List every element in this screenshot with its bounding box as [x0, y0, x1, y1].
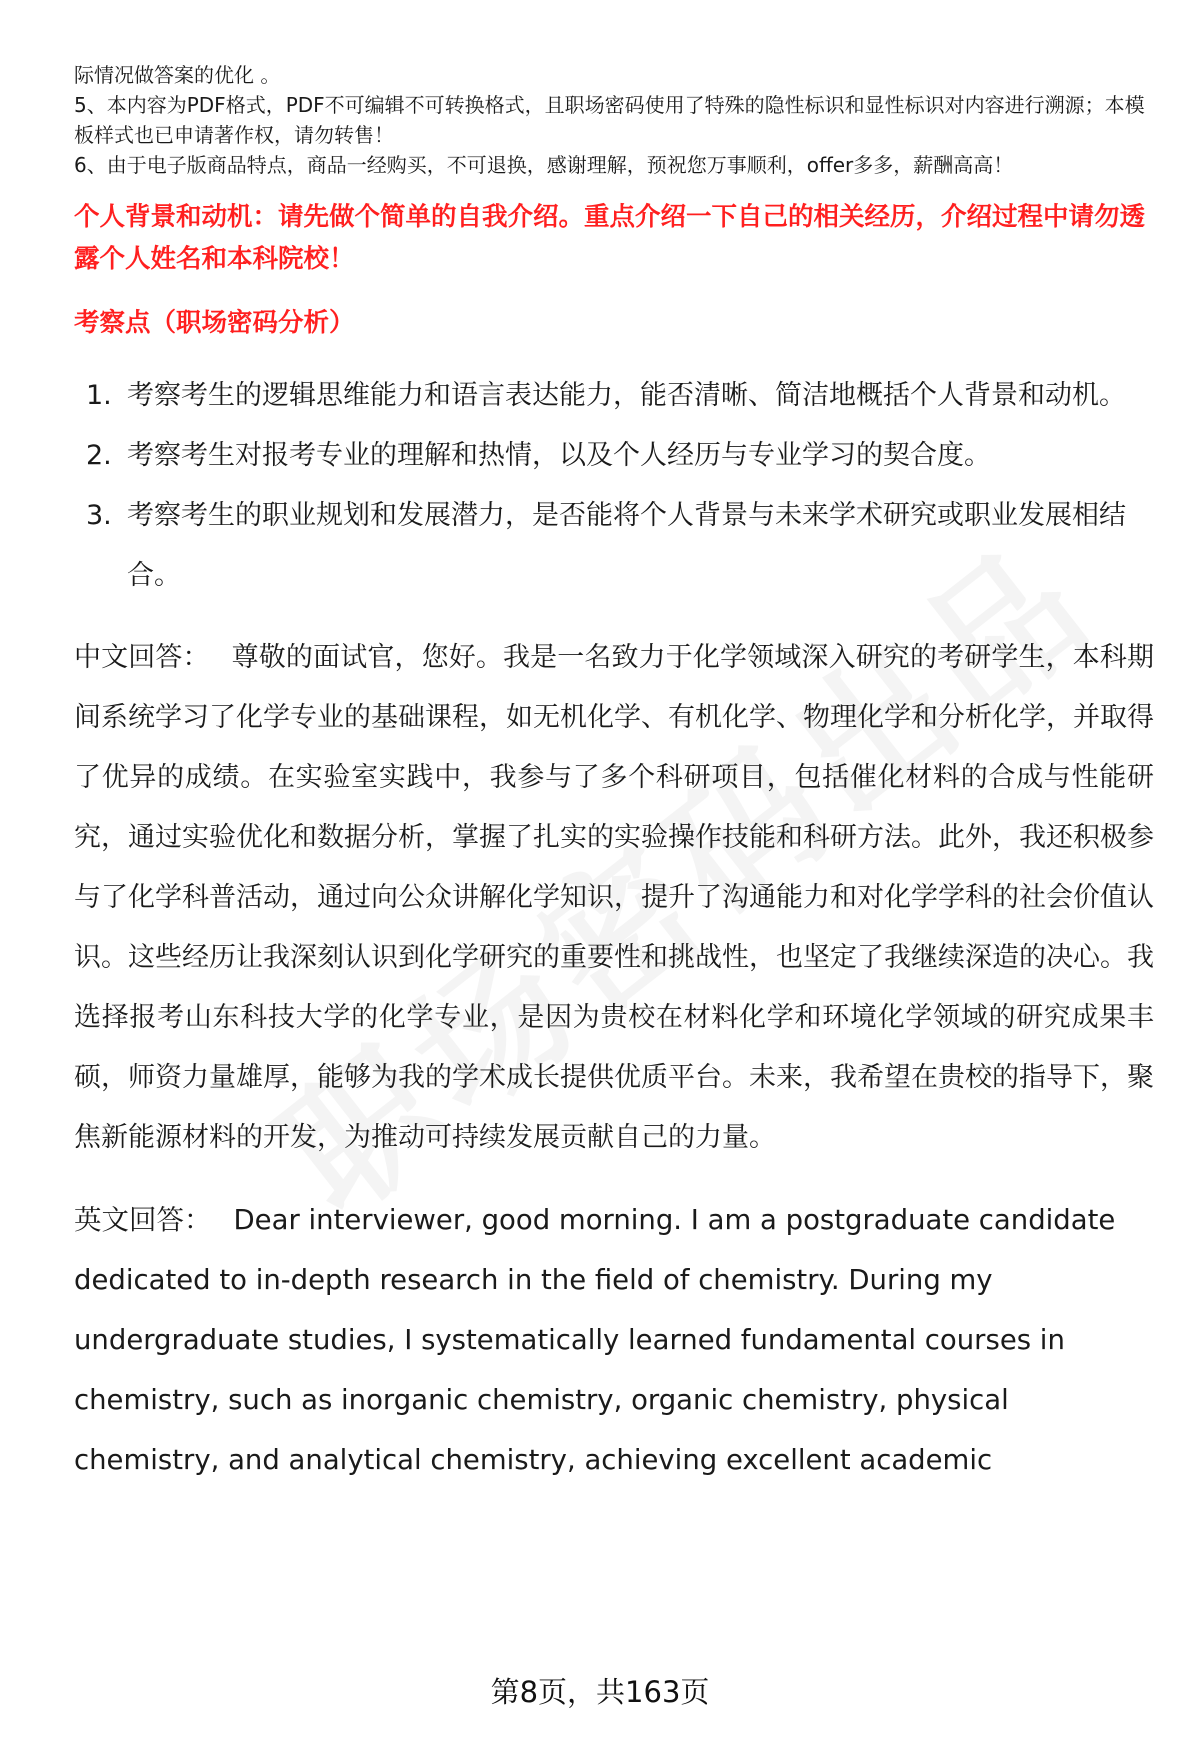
- english-answer-label: 英文回答：: [74, 1204, 212, 1236]
- point-text: 考察考生的逻辑思维能力和语言表达能力，能否清晰、简洁地概括个人背景和动机。: [127, 380, 1126, 411]
- page-number-footer: 第8页，共163页: [490, 1675, 710, 1709]
- analysis-point: [74, 426, 1154, 486]
- english-answer-line: chemistry, and analytical chemistry, achieving excellent academic: [74, 1444, 993, 1476]
- note-line: 6、由于电子版商品特点，商品一经购买，不可退换，感谢理解，预祝您万事顺利，offer多多，薪酬高高！: [74, 153, 1014, 177]
- english-answer-line: undergraduate studies, I systematically learned fundamental courses in: [74, 1324, 1065, 1356]
- analysis-point: [74, 486, 1154, 606]
- analysis-points-list: [74, 366, 1154, 606]
- question-heading: 个人背景和动机：请先做个简单的自我介绍。重点介绍一下自己的相关经历，介绍过程中请勿透露个人姓名和本科院校！: [74, 202, 1146, 274]
- english-answer-text: Dear interviewer, good morning. I am a postgraduate candidate: [233, 1204, 1116, 1236]
- point-number: 1.: [86, 380, 112, 411]
- point-text: 考察考生的职业规划和发展潜力，是否能将个人背景与未来学术研究或职业发展相结合。: [127, 500, 1126, 591]
- point-number: 2.: [86, 440, 112, 471]
- english-answer: [74, 1190, 1154, 1490]
- point-number: 3.: [86, 500, 112, 531]
- english-answer-line: [74, 1190, 1154, 1250]
- analysis-title: 考察点（职场密码分析）: [74, 308, 355, 338]
- note-line: 际情况做答案的优化 。: [74, 63, 281, 87]
- note-line: 5、本内容为PDF格式，PDF不可编辑不可转换格式，且职场密码使用了特殊的隐性标识和显性标识对内容进行溯源；本模板样式也已申请著作权，请勿转售！: [74, 93, 1145, 147]
- english-answer-line: chemistry, such as inorganic chemistry, organic chemistry, physical: [74, 1384, 1009, 1416]
- point-text: 考察考生对报考专业的理解和热情，以及个人经历与专业学习的契合度。: [127, 440, 991, 471]
- document-page: [74, 60, 1154, 1490]
- notes-block: [74, 60, 1154, 180]
- chinese-answer-label: 中文回答：: [74, 642, 210, 673]
- analysis-point: [74, 366, 1154, 426]
- chinese-answer-text: 尊敬的面试官，您好。我是一名致力于化学领域深入研究的考研学生，本科期间系统学习了化学专业的基础课程，如无机化学、有机化学、物理化学和分析化学，并取得了优异的成绩。在实验室实践中，我参与了多个科研项目，包括催化材料的合成与性能研究，通过实验优化和数据分析，掌握了扎实的实验操作技能和科研方法。此外，我还积极参与了化学科普活动，通过向公众讲解化学知识，提升了沟通能力和对化学学科的社会价值认识。这些经历让我深刻认识到化学研究的重要性和挑战性，也坚定了我继续深造的决心。我选择报考山东科技大学的化学专业，是因为贵校在材料化学和环境化学领域的研究成果丰硕，师资力量雄厚，能够为我的学术成长提供优质平台。未来，我希望在贵校的指导下，聚焦新能源材料的开发，为推动可持续发展贡献自己的力量。: [74, 642, 1155, 1153]
- chinese-answer: [74, 628, 1154, 1168]
- english-answer-line: dedicated to in-depth research in the field of chemistry. During my: [74, 1264, 993, 1296]
